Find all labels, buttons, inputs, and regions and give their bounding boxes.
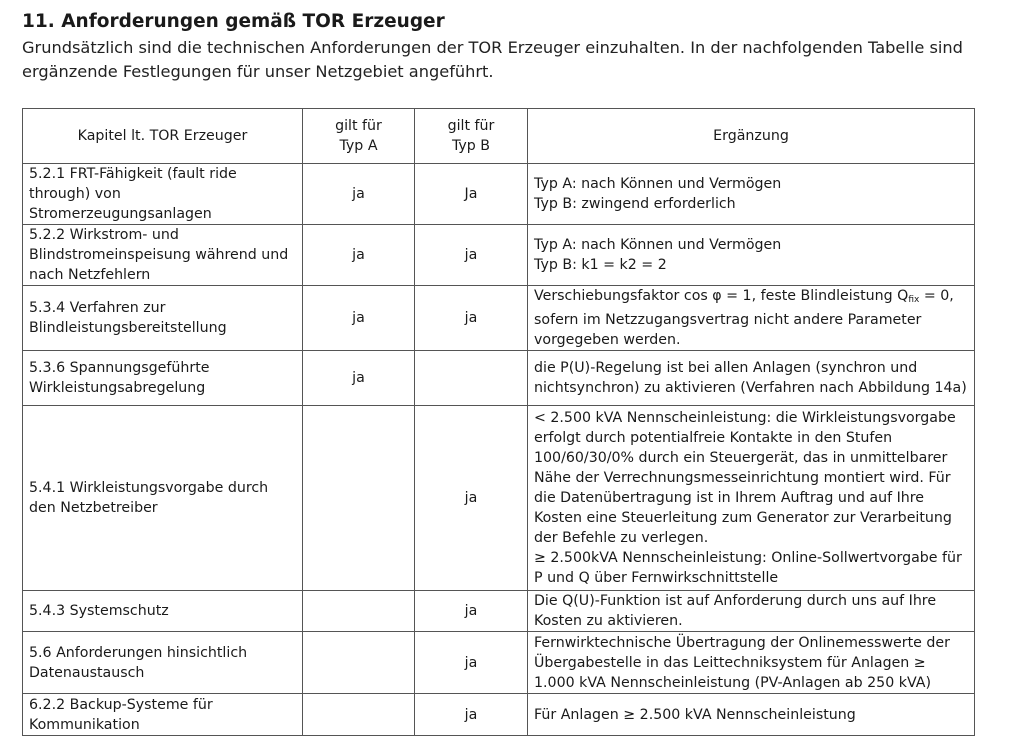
cell-type-b: ja bbox=[415, 286, 528, 351]
cell-chapter: 5.4.3 Systemschutz bbox=[23, 591, 303, 632]
requirements-table bbox=[22, 108, 975, 736]
table-row bbox=[23, 406, 975, 591]
supplement-line: Typ B: k1 = k2 = 2 bbox=[534, 257, 667, 273]
table-row bbox=[23, 225, 975, 286]
supplement-text-post: = 0, sofern im Netzzugangsvertrag nicht andere Parameter vorgegeben werden. bbox=[534, 288, 954, 348]
cell-type-a bbox=[303, 632, 415, 694]
table-header-row bbox=[23, 109, 975, 164]
subscript-fix: fix bbox=[908, 295, 920, 305]
cell-type-a: ja bbox=[303, 351, 415, 406]
cell-type-a: ja bbox=[303, 286, 415, 351]
cell-chapter: 5.2.1 FRT-Fähigkeit (fault ride through) von Stromerzeugungsanlagen bbox=[23, 164, 303, 225]
cell-type-b: Ja bbox=[415, 164, 528, 225]
cell-type-b: ja bbox=[415, 225, 528, 286]
supplement-line: Typ A: nach Können und Vermögen bbox=[534, 237, 782, 253]
header-type-a bbox=[303, 109, 415, 164]
cell-chapter: 5.3.4 Verfahren zur Blindleistungsbereitstellung bbox=[23, 286, 303, 351]
cell-supplement bbox=[528, 351, 975, 406]
cell-type-a bbox=[303, 694, 415, 736]
table-row bbox=[23, 632, 975, 694]
supplement-line: die P(U)-Regelung ist bei allen Anlagen (synchron und nichtsynchron) zu aktivieren (Verfahren nach Abbildung 14a) bbox=[534, 360, 967, 396]
cell-chapter: 5.2.2 Wirkstrom- und Blindstromeinspeisung während und nach Netzfehlern bbox=[23, 225, 303, 286]
supplement-text-pre: Verschiebungsfaktor cos φ = 1, feste Blindleistung Q bbox=[534, 288, 909, 304]
cell-type-b: ja bbox=[415, 632, 528, 694]
supplement-line: Typ B: zwingend erforderlich bbox=[534, 196, 736, 212]
cell-chapter: 5.4.1 Wirkleistungsvorgabe durch den Netzbetreiber bbox=[23, 406, 303, 591]
cell-supplement bbox=[528, 164, 975, 225]
header-type-a-line2: Typ A bbox=[339, 138, 378, 154]
cell-type-b bbox=[415, 351, 528, 406]
supplement-line: Fernwirktechnische Übertragung der Onlinemesswerte der Übergabestelle in das Leittechniksystem für Anlagen ≥ 1.000 kVA Nennscheinleistung (PV-Anlagen ab 250 kVA) bbox=[534, 634, 950, 691]
cell-chapter: 5.3.6 Spannungsgeführte Wirkleistungsabregelung bbox=[23, 351, 303, 406]
cell-type-a: ja bbox=[303, 164, 415, 225]
table-row bbox=[23, 694, 975, 736]
supplement-line: < 2.500 kVA Nennscheinleistung: die Wirkleistungsvorgabe erfolgt durch potentialfreie Kontakte in den Stufen 100/60/30/0% durch ein Steuergerät, das in unmittelbarer Nähe der Verrechnungsmesseinrichtung montiert wird. Für die Datenübertragung ist in Ihrem Auftrag und auf Ihre Kosten eine Steuerleitung zum Generator zur Verarbeitung der Befehle zu verlegen. bbox=[534, 410, 956, 546]
supplement-line: Die Q(U)-Funktion ist auf Anforderung durch uns auf Ihre Kosten zu aktivieren. bbox=[534, 593, 937, 629]
cell-type-b: ja bbox=[415, 406, 528, 591]
cell-chapter: 6.2.2 Backup-Systeme für Kommunikation bbox=[23, 694, 303, 736]
table-row bbox=[23, 286, 975, 351]
header-chapter: Kapitel lt. TOR Erzeuger bbox=[23, 109, 303, 164]
table-row bbox=[23, 164, 975, 225]
supplement-line: Für Anlagen ≥ 2.500 kVA Nennscheinleistung bbox=[534, 706, 856, 723]
section-intro: Grundsätzlich sind die technischen Anforderungen der TOR Erzeuger einzuhalten. In der nachfolgenden Tabelle sind ergänzende Festlegungen für unser Netzgebiet angeführt. bbox=[22, 38, 963, 81]
supplement-line: ≥ 2.500kVA Nennscheinleistung: Online-Sollwertvorgabe für P und Q über Fernwirkschnittstelle bbox=[534, 550, 962, 586]
cell-supplement bbox=[528, 591, 975, 632]
cell-supplement bbox=[528, 632, 975, 694]
cell-type-a bbox=[303, 406, 415, 591]
header-type-a-line1: gilt für bbox=[335, 118, 382, 134]
table-row bbox=[23, 351, 975, 406]
header-type-b bbox=[415, 109, 528, 164]
cell-type-b: ja bbox=[415, 591, 528, 632]
supplement-line: Typ A: nach Können und Vermögen bbox=[534, 176, 782, 192]
cell-chapter: 5.6 Anforderungen hinsichtlich Datenaustausch bbox=[23, 632, 303, 694]
cell-supplement bbox=[528, 286, 975, 351]
header-type-b-line2: Typ B bbox=[451, 138, 491, 154]
cell-type-a bbox=[303, 591, 415, 632]
section-heading: 11. Anforderungen gemäß TOR Erzeuger bbox=[22, 11, 445, 32]
cell-supplement bbox=[528, 406, 975, 591]
cell-supplement bbox=[528, 694, 975, 736]
header-type-b-line1: gilt für bbox=[447, 118, 495, 134]
table-row bbox=[23, 591, 975, 632]
header-supplement: Ergänzung bbox=[528, 109, 975, 164]
cell-type-a: ja bbox=[303, 225, 415, 286]
cell-supplement bbox=[528, 225, 975, 286]
cell-type-b: ja bbox=[415, 694, 528, 736]
